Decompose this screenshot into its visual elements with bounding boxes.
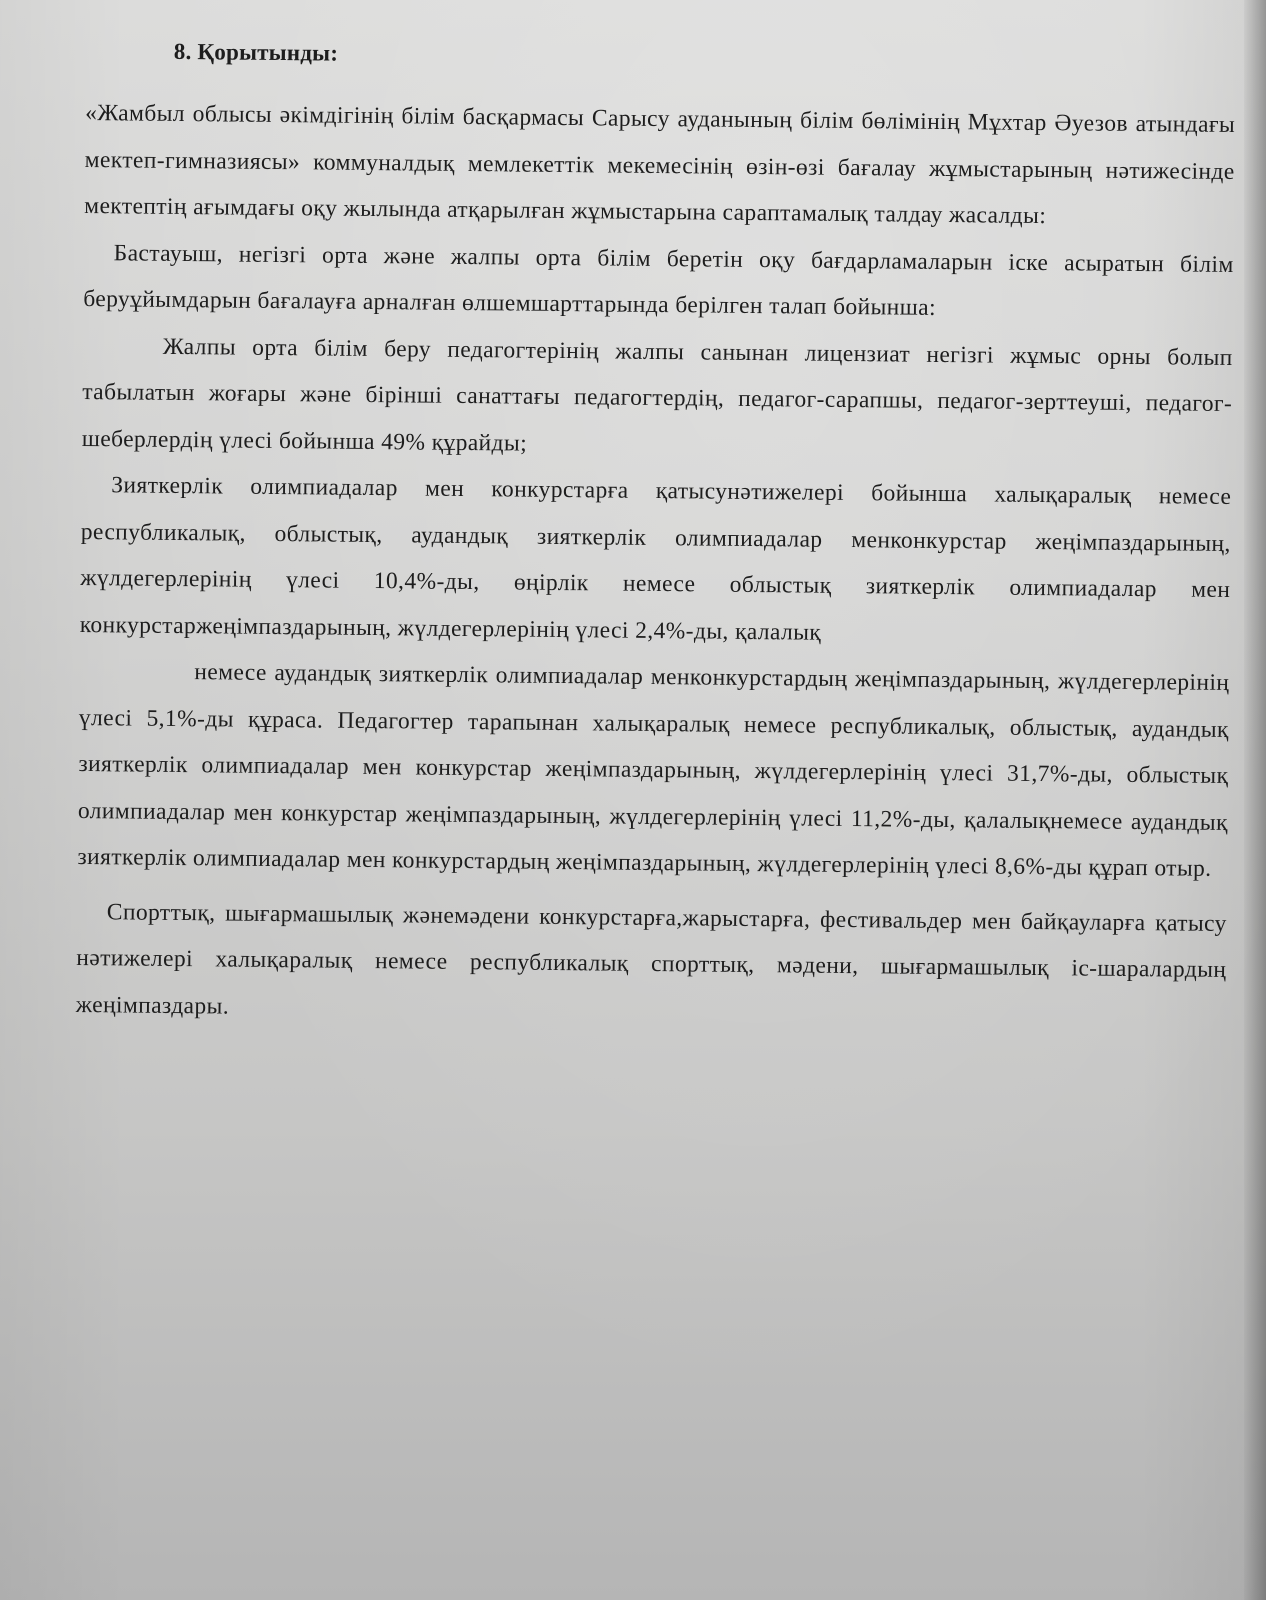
section-heading: 8. Қорытынды: <box>173 38 339 66</box>
olympiad-results-continued-paragraph: немесе аудандық зияткерлік олимпиадалар менконкурстардың жеңімпаздарының, жүлдегерлерінің үлесі 5,1%-ды құраса. Педагогтер тарапынан халықаралық немесе республикалық, облыстық, аудандық зияткерлік олимпиадалар мен конкурстар жеңімпаздарының, жүлдегерлерінің үлесі 31,7%-ды, облыстық олимпиадалар мен конкурстар жеңімпаздарының, жүлдегерлерінің үлесі 11,2%-ды, қалалықнемесе аудандық зияткерлік олимпиадалар мен конкурстардың жеңімпаздарының, жүлдегерлерінің үлесі 8,6%-ды құрап отыр. <box>77 659 1230 882</box>
intro-paragraph: «Жамбыл облысы әкімдігінің білім басқармасы Сарысу ауданының білім бөлімінің Мұхтар Әуезов атындағы мектеп-гимназиясы» коммуналдық мемлекеттік мекемесінің өзін-өзі бағалау жұмыстарының нәтижесінде мектептің ағымдағы оқу жылында атқарылған жұмыстарына сараптамалық талдау жасалды: <box>84 99 1236 230</box>
sports-creative-paragraph: Спорттық, шығармашылық жәнемәдени конкурстарға,жарыстарға, фестивальдер мен байқауларға қатысу нәтижелері халықаралық немесе республикалық спорттық, мәдени, шығармашылық іс-шаралардың жеңімпаздары. <box>75 898 1227 1020</box>
teachers-share-paragraph: Жалпы орта білім беру педагогтерінің жалпы санынан лицензиат негізгі жұмыс орны болып табылатын жоғары және бірінші санаттағы педагогтердің, педагог-сарапшы, педагог-зерттеуші, педагог-шеберлердің үлесі бойынша 49% құрайды; <box>81 333 1233 457</box>
criteria-paragraph: Бастауыш, негізгі орта және жалпы орта білім беретін оқу бағдарламаларын іске асыратын білім беруұйымдарын бағалауға арналған өлшемшарттарында берілген талап бойынша: <box>83 239 1234 321</box>
document-body <box>76 38 1236 1040</box>
olympiad-results-paragraph: Зияткерлік олимпиадалар мен конкурстарға қатысунәтижелері бойынша халықаралық немесе республикалық, облыстық, аудандық зияткерлік олимпиадалар менконкурстар жеңімпаздарының, жүлдегерлерінің үлесі 10,4%-ды, өңірлік немесе облыстық зияткерлік олимпиадалар мен конкурстаржеңімпаздарының, жүлдегерлерінің үлесі 2,4%-ды, қалалық <box>79 472 1232 646</box>
page-edge-shadow <box>1244 0 1266 1600</box>
